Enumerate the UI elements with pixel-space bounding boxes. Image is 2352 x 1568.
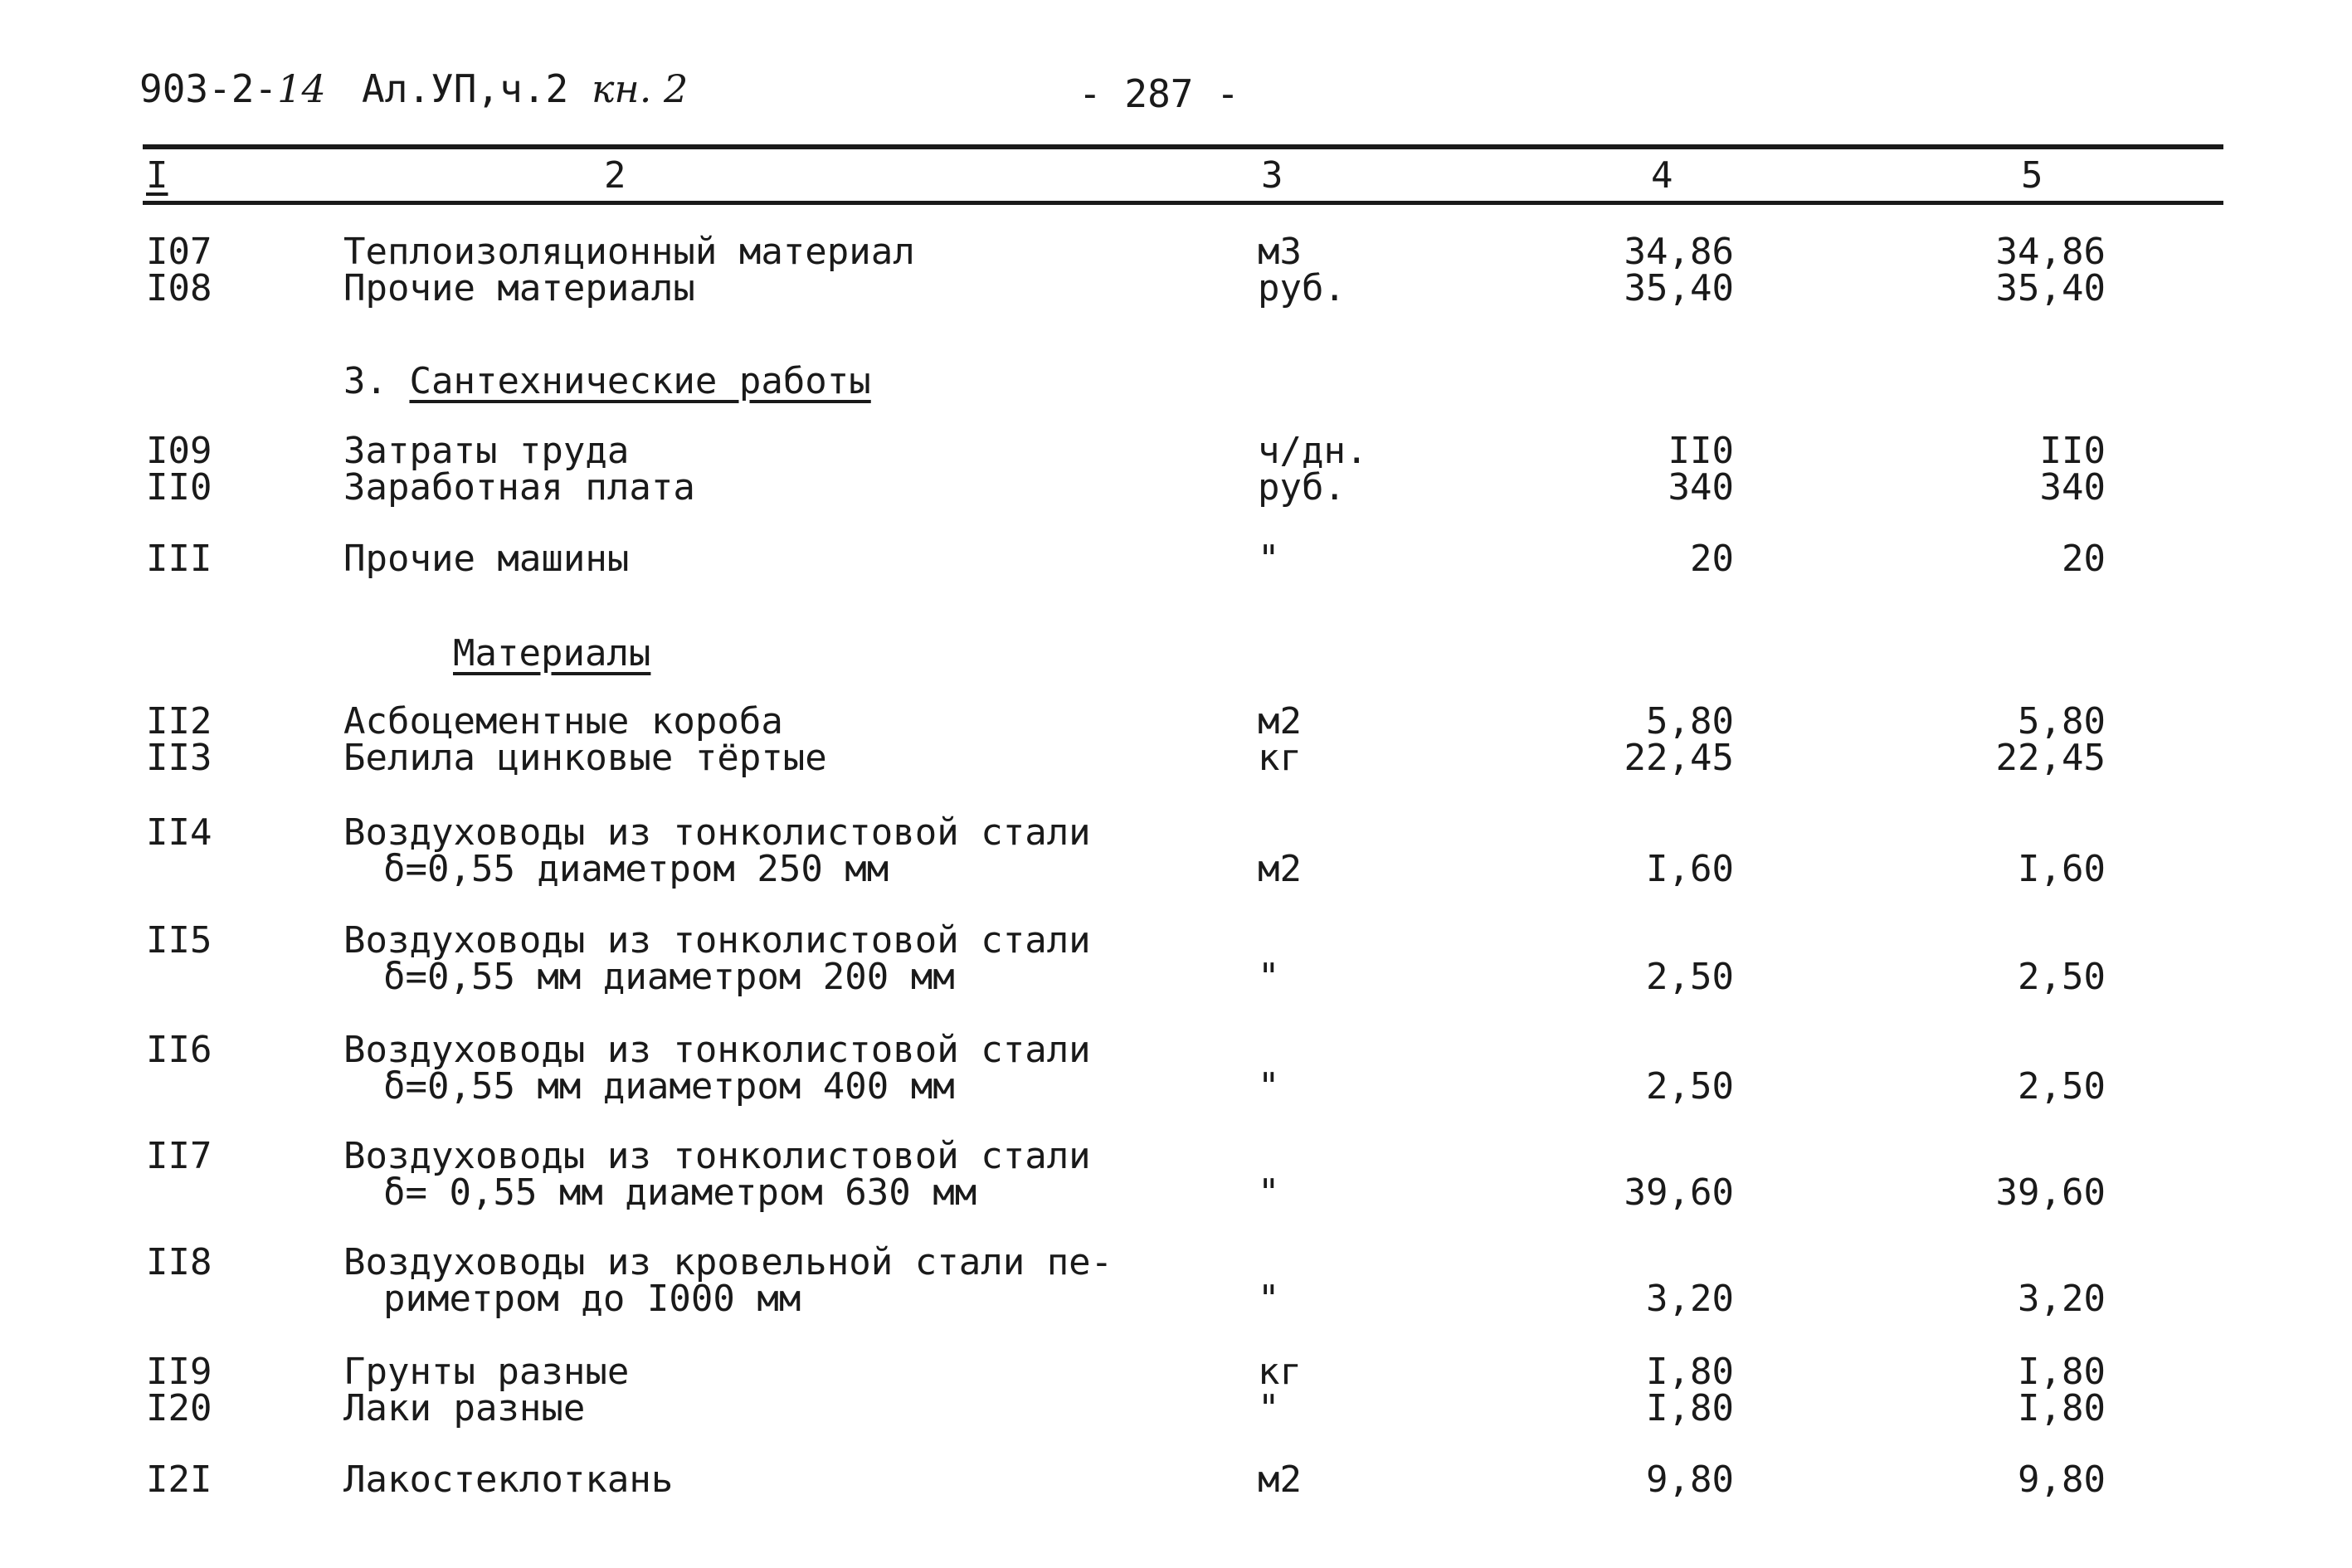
value-col-5: 34,86 (1995, 231, 2106, 273)
item-name-line: Воздуховоды из тонколистовой стали (343, 1029, 1091, 1071)
item-name (343, 1351, 630, 1393)
row-number: II7 (146, 1135, 212, 1177)
top-rule (143, 144, 2223, 149)
item-name-continuation: δ=0,55 диаметром 250 мм (383, 848, 889, 890)
album-ref (362, 66, 688, 111)
doc-code (139, 66, 326, 111)
value-col-4: 3,20 (1646, 1278, 1734, 1320)
value-col-4: 35,40 (1624, 267, 1734, 309)
value-col-4: 9,80 (1646, 1458, 1734, 1501)
column-header-1: I (146, 154, 168, 197)
section-number: 3. (343, 360, 410, 402)
value-col-5: 5,80 (2018, 700, 2106, 743)
row-number: II3 (146, 737, 212, 779)
value-col-4: II0 (1668, 430, 1734, 472)
item-name (343, 231, 915, 273)
column-header-2: 2 (604, 154, 626, 197)
section-heading (453, 632, 650, 674)
value-col-4: I,60 (1646, 848, 1734, 890)
item-name (343, 1029, 1091, 1108)
item-name-line: Воздуховоды из тонколистовой стали (343, 811, 1091, 854)
item-name-line: Асбоцементные короба (343, 700, 783, 743)
row-number: III (146, 538, 212, 580)
item-name (343, 919, 1091, 998)
row-number: II9 (146, 1351, 212, 1393)
item-name-continuation: δ= 0,55 мм диаметром 630 мм (383, 1171, 977, 1214)
section-title: Материалы (453, 632, 651, 674)
item-name-line: Теплоизоляционный материал (343, 231, 915, 273)
row-number: II5 (146, 919, 212, 962)
unit-of-measure: м2 (1258, 700, 1302, 743)
unit-of-measure: " (1258, 1387, 1280, 1429)
item-name (343, 737, 827, 779)
item-name (343, 1241, 1113, 1320)
album-printed: Ал.УП,ч.2 (362, 66, 569, 111)
item-name-line: Грунты разные (343, 1351, 630, 1393)
value-col-5: I,80 (2018, 1351, 2106, 1393)
value-col-5: 3,20 (2018, 1278, 2106, 1320)
item-name (343, 538, 630, 580)
value-col-4: 340 (1668, 466, 1734, 509)
value-col-5: 9,80 (2018, 1458, 2106, 1501)
doc-code-printed: 903-2- (139, 66, 278, 111)
item-name-line: Белила цинковые тёртые (343, 737, 827, 779)
item-name (343, 466, 695, 509)
value-col-5: 39,60 (1995, 1171, 2106, 1214)
value-col-5: 22,45 (1995, 737, 2106, 779)
row-number: I09 (146, 430, 212, 472)
section-heading (343, 360, 871, 402)
value-col-5: I,80 (2018, 1387, 2106, 1429)
item-name-line: Воздуховоды из кровельной стали пе- (343, 1241, 1113, 1283)
row-number: I07 (146, 231, 212, 273)
item-name-line: Прочие материалы (343, 267, 695, 309)
unit-of-measure: руб. (1258, 267, 1346, 309)
item-name-line: Воздуховоды из тонколистовой стали (343, 1135, 1091, 1177)
value-col-4: 20 (1690, 538, 1734, 580)
item-name (343, 267, 695, 309)
row-number: I08 (146, 267, 212, 309)
column-header-4: 4 (1651, 154, 1673, 197)
item-name-continuation: δ=0,55 мм диаметром 200 мм (383, 956, 955, 998)
unit-of-measure: " (1258, 1065, 1280, 1108)
item-name (343, 1387, 586, 1429)
unit-of-measure: руб. (1258, 466, 1346, 509)
row-number: I2I (146, 1458, 212, 1501)
value-col-5: 2,50 (2018, 956, 2106, 998)
book-handwritten: кн. 2 (591, 66, 689, 111)
section-title: Сантехнические работы (409, 360, 871, 402)
item-name-line: Воздуховоды из тонколистовой стали (343, 919, 1091, 962)
value-col-4: 34,86 (1624, 231, 1734, 273)
value-col-5: I,60 (2018, 848, 2106, 890)
header-rule (143, 201, 2223, 205)
value-col-5: 35,40 (1995, 267, 2106, 309)
value-col-5: II0 (2039, 430, 2106, 472)
value-col-4: 22,45 (1624, 737, 1734, 779)
item-name-line: Затраты труда (343, 430, 630, 472)
row-number: II8 (146, 1241, 212, 1283)
item-name (343, 700, 783, 743)
row-number: II0 (146, 466, 212, 509)
value-col-4: 5,80 (1646, 700, 1734, 743)
unit-of-measure: " (1258, 1278, 1280, 1320)
value-col-4: 39,60 (1624, 1171, 1734, 1214)
value-col-5: 20 (2062, 538, 2106, 580)
row-number: II2 (146, 700, 212, 743)
item-name (343, 811, 1091, 890)
unit-of-measure: " (1258, 1171, 1280, 1214)
item-name (343, 430, 630, 472)
item-name (343, 1458, 674, 1501)
page-number: - 287 - (1079, 71, 1239, 116)
value-col-4: 2,50 (1646, 1065, 1734, 1108)
unit-of-measure: кг (1258, 1351, 1302, 1393)
unit-of-measure: м2 (1258, 1458, 1302, 1501)
item-name-continuation: δ=0,55 мм диаметром 400 мм (383, 1065, 955, 1108)
unit-of-measure: " (1258, 538, 1280, 580)
item-name-line: Заработная плата (343, 466, 695, 509)
value-col-4: 2,50 (1646, 956, 1734, 998)
unit-of-measure: " (1258, 956, 1280, 998)
item-name (343, 1135, 1091, 1214)
column-header-5: 5 (2021, 154, 2043, 197)
row-number: II4 (146, 811, 212, 854)
unit-of-measure: ч/дн. (1258, 430, 1368, 472)
unit-of-measure: м2 (1258, 848, 1302, 890)
value-col-5: 2,50 (2018, 1065, 2106, 1108)
item-name-continuation: риметром до I000 мм (383, 1278, 801, 1320)
item-name-line: Лакостеклоткань (343, 1458, 674, 1501)
unit-of-measure: м3 (1258, 231, 1302, 273)
value-col-4: I,80 (1646, 1351, 1734, 1393)
value-col-5: 340 (2039, 466, 2106, 509)
unit-of-measure: кг (1258, 737, 1302, 779)
row-number: I20 (146, 1387, 212, 1429)
doc-code-handwritten: 14 (277, 66, 326, 111)
column-header-3: 3 (1261, 154, 1283, 197)
item-name-line: Лаки разные (343, 1387, 586, 1429)
value-col-4: I,80 (1646, 1387, 1734, 1429)
row-number: II6 (146, 1029, 212, 1071)
item-name-line: Прочие машины (343, 538, 630, 580)
